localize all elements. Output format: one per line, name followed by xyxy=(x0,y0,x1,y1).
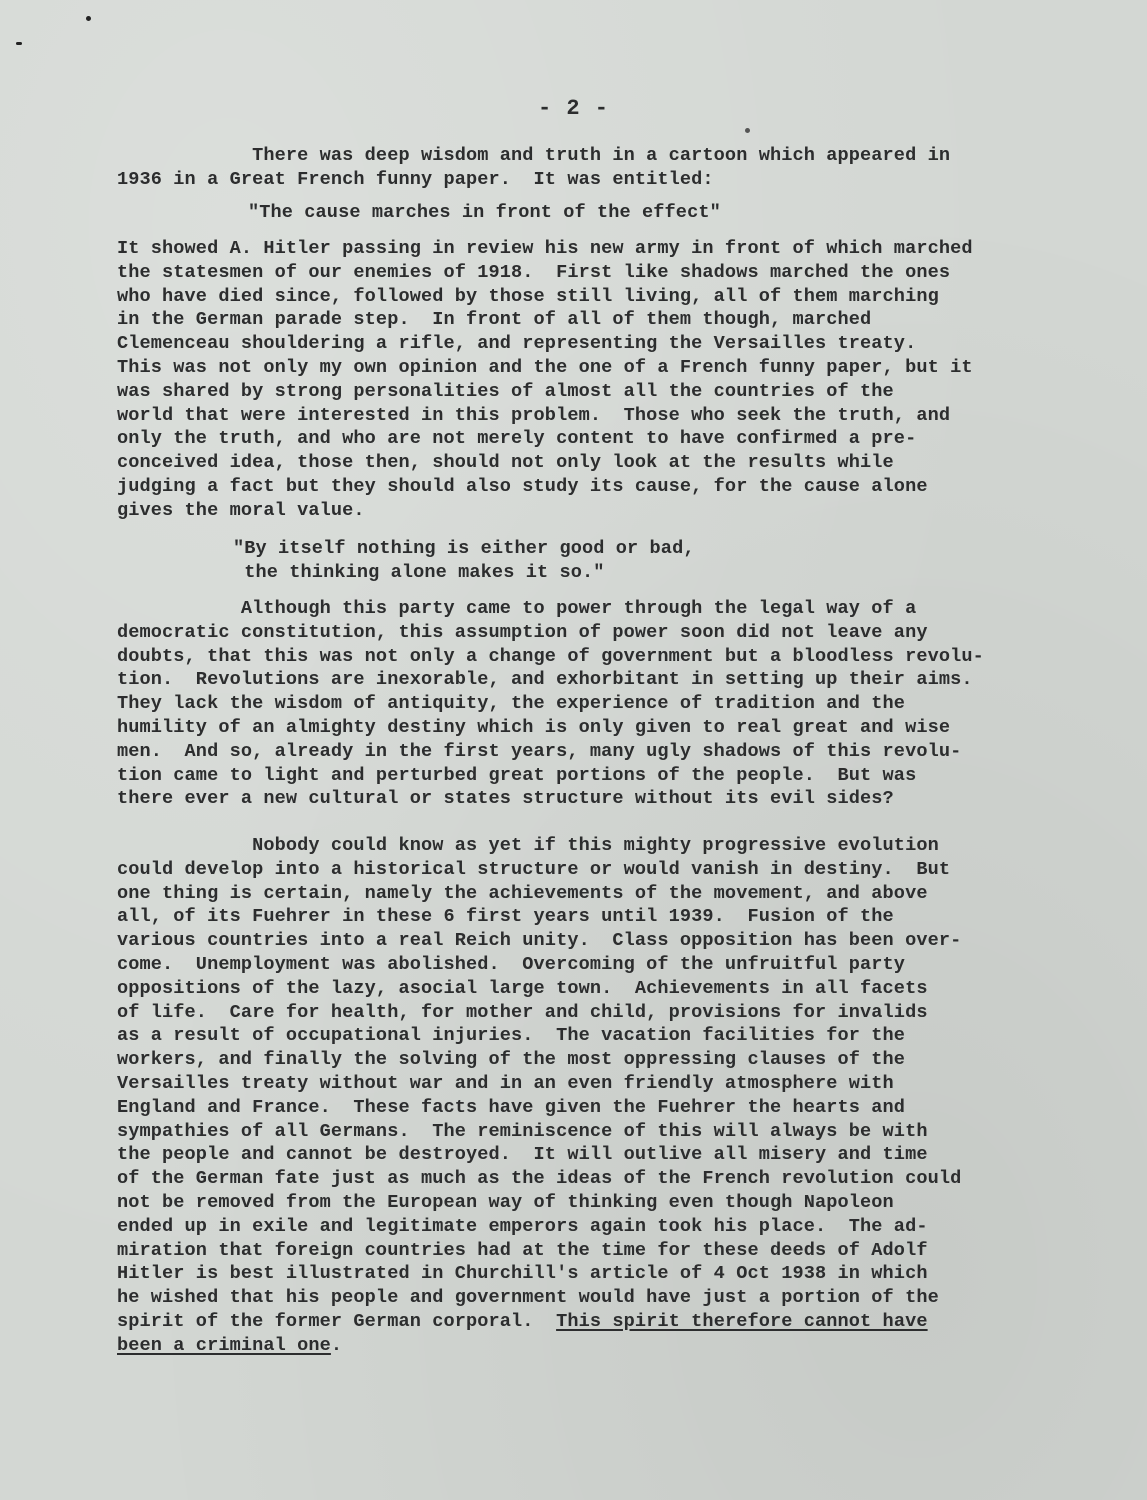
ink-speck xyxy=(86,16,91,21)
underlined-conclusion-part-1: This spirit therefore cannot have xyxy=(556,1310,928,1332)
paragraph-achievements-text: Nobody could know as yet if this mighty progressive evolution could develop into a historical structure or would vanish in destiny. But one thing is certain, namely the achievements of the movement, and above all, of its Fuehrer in these 6 first years until 1939. Fusion of the various countries into a real Reich unity. Class opposition has been over- come. Unemployment was abolished. Overcoming of the unfruitful party oppositions of the lazy, asocial large town. Achievements in all facets of life. Care for health, for mother and child, provisions for invalids as a result of occupational injuries. The vacation facilities for the workers, and finally the solving of the most oppressing clauses of the Versailles treaty without war and in an even friendly atmosphere with England and France. These facts have given the Fuehrer the hearts and sympathies of all Germans. The reminiscence of this will always be with the people and cannot be destroyed. It will outlive all misery and time of the German fate just as much as the ideas of the French revolution could not be removed from the European way of thinking even though Napoleon ended up in exile and legitimate emperors again took his place. The ad- miration that foreign countries had at the time for these deeds of Adolf Hitler is best illustrated in Churchill's article of 4 Oct 1938 in which he wished that his people and government would have just a portion of the spirit of the former German corporal. xyxy=(117,835,962,1332)
thinking-quote: "By itself nothing is either good or bad, the thinking alone makes it so." xyxy=(233,538,695,583)
paragraph-party-power: Although this party came to power through the legal way of a democratic constitution, this assumption of power soon did not leave any doubts, that this was not only a change of government but a bloodless revolu- tion. Revolutions are inexorable, and exhorbitant in setting up their aims. They lack the wisdom of antiquity, the experience of tradition and the humility of an almighty destiny which is only given to real great and wise men. And so, already in the first years, many ugly shadows of this revolu- tion came to light and perturbed great portions of the people. But was there ever a new cultural or states structure without its evil sides? xyxy=(117,598,984,810)
underlined-conclusion-part-2: been a criminal one xyxy=(117,1334,331,1356)
ink-speck xyxy=(745,128,750,133)
paragraph-cartoon-description: It showed A. Hitler passing in review his new army in front of which marched the statesmen of our enemies of 1918. First like shadows marched the ones who have died since, followed by those still living, all of them marching in the German parade step. In front of all of them though, marched Clemenceau shouldering a rifle, and representing the Versailles treaty. This was not only my own opinion and the one of a French funny paper, but it was shared by strong personalities of almost all the countries of the world that were interested in this problem. Those who seek the truth, and only the truth, and who are not merely content to have confirmed a pre- conceived idea, those then, should not only look at the results while judging a fact but they should also study its cause, for the cause alone gives the moral value. xyxy=(117,238,973,521)
cartoon-title-quote: "The cause marches in front of the effect" xyxy=(248,202,721,223)
paragraph-cartoon-intro: There was deep wisdom and truth in a cartoon which appeared in 1936 in a Great French funny paper. It was entitled: xyxy=(117,145,951,190)
final-period: . xyxy=(330,1334,343,1356)
ink-speck xyxy=(16,42,22,45)
page-number: - 2 - xyxy=(537,96,609,121)
paragraph-achievements xyxy=(117,834,961,1358)
